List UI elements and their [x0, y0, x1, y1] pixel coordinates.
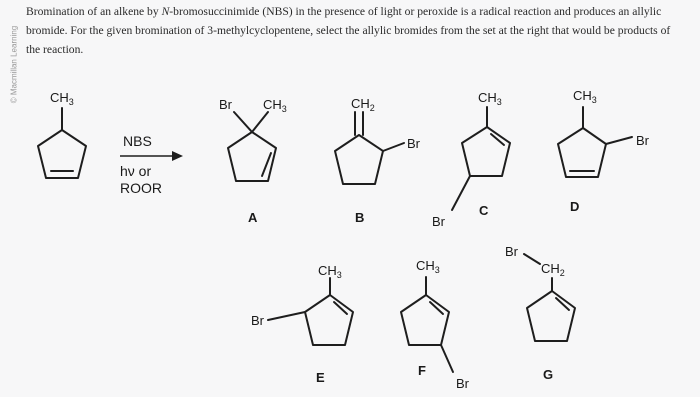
option-f-molecule[interactable] — [401, 258, 470, 391]
option-f-br-label: Br — [456, 376, 469, 391]
option-d-br-label: Br — [636, 133, 649, 148]
reactant-methyl-label: $CH_3$ — [50, 90, 74, 107]
option-e-group-label: $CH_3$ — [318, 263, 342, 280]
option-a-br-label: Br — [219, 97, 232, 112]
option-c-br-label: Br — [432, 214, 445, 229]
option-f-group-label: $CH_3$ — [416, 258, 440, 275]
option-b-molecule[interactable] — [335, 96, 421, 225]
option-b-group-label: $CH_2$ — [351, 96, 375, 113]
condition-line2: ROOR — [120, 180, 162, 196]
option-d-group-label: $CH_3$ — [573, 88, 597, 105]
question-text-part1: Bromination of an alkene by — [26, 5, 162, 18]
option-c-molecule[interactable] — [432, 90, 510, 229]
option-c-group-label: $CH_3$ — [478, 90, 502, 107]
option-b-letter: B — [355, 210, 365, 225]
option-e-br-label: Br — [251, 313, 264, 328]
option-a-group-label: $CH_3$ — [263, 97, 287, 114]
option-c-letter: C — [479, 203, 489, 218]
option-a-molecule[interactable] — [219, 97, 287, 225]
option-f-letter: F — [418, 363, 426, 378]
condition-line1: hν or — [120, 163, 152, 179]
publisher-watermark: © Macmillan Learning — [9, 25, 19, 104]
reaction-arrow — [120, 133, 183, 196]
option-g-br-label: Br — [505, 244, 518, 259]
option-b-br-label: Br — [407, 136, 420, 151]
reactant-molecule — [38, 90, 86, 178]
option-d-molecule[interactable] — [558, 88, 650, 214]
option-d-letter: D — [570, 199, 580, 214]
option-g-letter: G — [543, 367, 554, 382]
option-g-group-label: $CH_2$ — [541, 261, 565, 278]
option-a-letter: A — [248, 210, 258, 225]
option-e-molecule[interactable] — [251, 263, 353, 385]
question-text-emph: N — [161, 5, 170, 18]
option-g-molecule[interactable] — [505, 244, 575, 382]
question-text-part2: -bromosuccinimide (NBS) in the presence of light or peroxide is a radical reaction and produces an allylic bromide. For the given bromination of 3-methylcyclopentene, select the allylic bromides from the set at the right that would be products of the reaction. — [26, 5, 671, 56]
option-e-letter: E — [316, 370, 325, 385]
reagent-label: NBS — [123, 133, 152, 149]
